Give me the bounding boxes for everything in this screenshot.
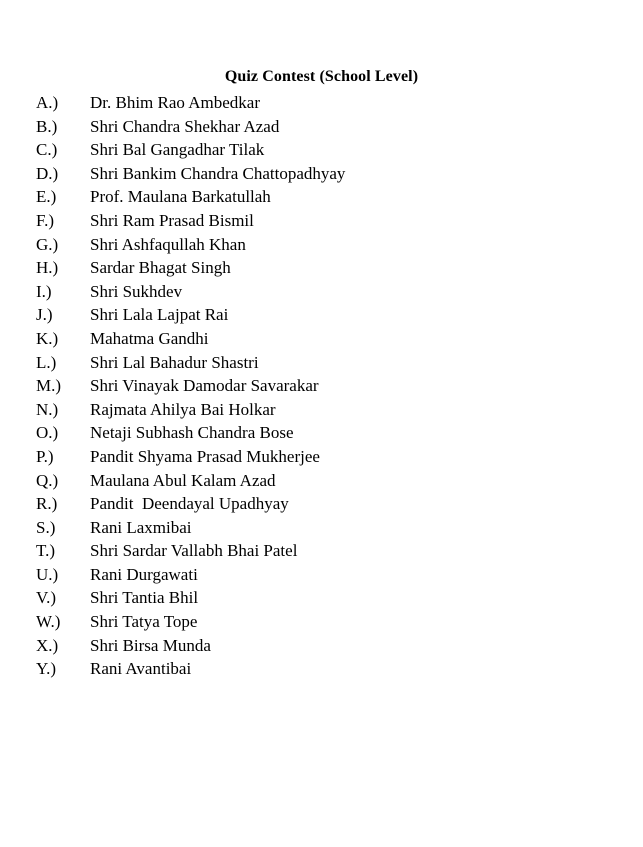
item-name: Shri Chandra Shekhar Azad: [90, 116, 280, 136]
quiz-options-list: [0, 91, 643, 681]
list-item: [36, 209, 643, 233]
list-item: [36, 398, 643, 422]
list-item: [36, 563, 643, 587]
item-letter: Y.): [36, 659, 56, 679]
item-letter: W.): [36, 612, 61, 632]
item-letter: U.): [36, 564, 59, 584]
list-item: [36, 327, 643, 351]
item-name: Pandit Deendayal Upadhyay: [90, 494, 289, 514]
item-letter: V.): [36, 588, 56, 608]
item-letter: P.): [36, 446, 54, 466]
list-item: [36, 634, 643, 658]
list-item: [36, 256, 643, 280]
item-letter: B.): [36, 116, 58, 136]
list-item: [36, 233, 643, 257]
item-letter: N.): [36, 399, 59, 419]
item-name: Shri Lal Bahadur Shastri: [90, 352, 259, 372]
item-name: Mahatma Gandhi: [90, 328, 209, 348]
list-item: [36, 374, 643, 398]
item-name: Rajmata Ahilya Bai Holkar: [90, 399, 276, 419]
item-letter: S.): [36, 517, 56, 537]
list-item: [36, 351, 643, 375]
item-name: Shri Ashfaqullah Khan: [90, 234, 246, 254]
item-name: Rani Durgawati: [90, 564, 198, 584]
item-name: Rani Laxmibai: [90, 517, 192, 537]
list-item: [36, 138, 643, 162]
item-letter: F.): [36, 210, 55, 230]
item-name: Shri Tantia Bhil: [90, 588, 199, 608]
list-item: [36, 115, 643, 139]
item-name: Shri Bal Gangadhar Tilak: [90, 140, 265, 160]
list-item: [36, 539, 643, 563]
item-name: Shri Tatya Tope: [90, 612, 198, 632]
item-letter: C.): [36, 140, 58, 160]
list-item: [36, 516, 643, 540]
item-letter: L.): [36, 352, 57, 372]
item-name: Shri Sukhdev: [90, 281, 183, 301]
list-item: [36, 586, 643, 610]
item-name: Prof. Maulana Barkatullah: [90, 187, 271, 207]
item-name: Pandit Shyama Prasad Mukherjee: [90, 446, 320, 466]
list-item: [36, 280, 643, 304]
item-letter: K.): [36, 328, 59, 348]
item-letter: X.): [36, 635, 59, 655]
item-letter: O.): [36, 423, 59, 443]
item-name: Shri Birsa Munda: [90, 635, 211, 655]
item-name: Rani Avantibai: [90, 659, 192, 679]
item-letter: D.): [36, 163, 59, 183]
item-letter: G.): [36, 234, 59, 254]
list-item: [36, 610, 643, 634]
list-item: [36, 657, 643, 681]
item-letter: T.): [36, 541, 56, 561]
item-name: Sardar Bhagat Singh: [90, 258, 231, 278]
item-name: Netaji Subhash Chandra Bose: [90, 423, 294, 443]
item-letter: M.): [36, 376, 62, 396]
list-item: [36, 421, 643, 445]
item-letter: E.): [36, 187, 57, 207]
item-name: Shri Sardar Vallabh Bhai Patel: [90, 541, 298, 561]
item-letter: Q.): [36, 470, 59, 490]
list-item: [36, 91, 643, 115]
list-item: [36, 185, 643, 209]
item-name: Dr. Bhim Rao Ambedkar: [90, 93, 260, 112]
item-name: Shri Lala Lajpat Rai: [90, 305, 229, 325]
list-item: [36, 445, 643, 469]
item-letter: H.): [36, 258, 59, 278]
list-item: [36, 492, 643, 516]
list-item: [36, 303, 643, 327]
item-name: Shri Vinayak Damodar Savarakar: [90, 376, 319, 396]
item-letter: I.): [36, 281, 52, 301]
item-letter: R.): [36, 494, 58, 514]
list-item: [36, 469, 643, 493]
item-letter: J.): [36, 305, 53, 325]
page-title: Quiz Contest (School Level): [224, 68, 419, 85]
list-item: [36, 162, 643, 186]
item-letter: A.): [36, 93, 59, 112]
item-name: Maulana Abul Kalam Azad: [90, 470, 276, 490]
item-name: Shri Bankim Chandra Chattopadhyay: [90, 163, 346, 183]
item-name: Shri Ram Prasad Bismil: [90, 210, 254, 230]
